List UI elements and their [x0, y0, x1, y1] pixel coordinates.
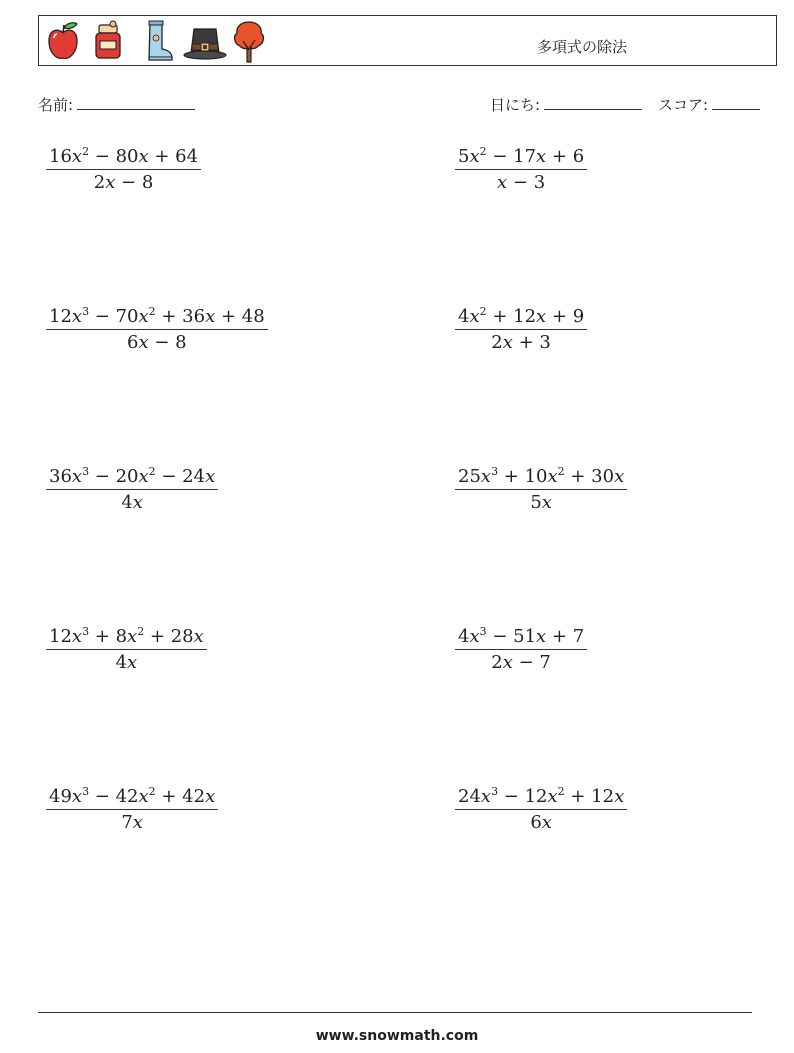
numerator: $12x^3 + 8x^2 + 28x$: [49, 625, 204, 647]
problem-5: [46, 466, 218, 513]
denominator: 2x + 3: [455, 329, 587, 353]
autumn-tree-icon: [231, 19, 267, 63]
rain-boot-icon: [141, 19, 175, 63]
jam-jar-icon: [91, 19, 125, 63]
denominator: x − 3: [455, 169, 587, 193]
fraction: [455, 466, 627, 513]
fraction: [455, 786, 627, 833]
apple-icon: [45, 19, 81, 63]
problem-8: [455, 626, 587, 673]
problem-7: [46, 626, 207, 673]
problem-3: [46, 306, 268, 353]
score-blank-line[interactable]: [712, 95, 760, 110]
fraction: [46, 786, 218, 833]
numerator: $16x^2 - 80x + 64$: [49, 145, 199, 167]
name-blank-line[interactable]: [77, 95, 195, 110]
date-label: 日にち:: [490, 96, 541, 114]
denominator: 6x: [455, 809, 627, 833]
numerator: $4x^2 + 12x + 9$: [458, 305, 585, 327]
pilgrim-hat-icon: [183, 19, 227, 63]
numerator: $36x^3 - 20x^2 - 24x$: [49, 465, 216, 487]
date-blank-line[interactable]: [544, 95, 642, 110]
numerator: $49x^3 - 42x^2 + 42x$: [49, 785, 216, 807]
problem-2: [455, 146, 587, 193]
fraction: [455, 146, 587, 193]
denominator: 4x: [46, 649, 207, 673]
numerator: $12x^3 - 70x^2 + 36x + 48$: [49, 305, 265, 327]
denominator: 7x: [46, 809, 218, 833]
problem-9: [46, 786, 218, 833]
score-field: [658, 94, 760, 115]
denominator: 4x: [46, 489, 218, 513]
worksheet-title: 多項式の除法: [537, 38, 628, 56]
problem-6: [455, 466, 627, 513]
fraction: [455, 626, 587, 673]
fraction: [46, 626, 207, 673]
footer-url: www.snowmath.com: [315, 1028, 479, 1044]
fraction: [46, 146, 201, 193]
fraction: [46, 466, 218, 513]
date-field: [490, 94, 642, 115]
denominator: 6x − 8: [46, 329, 268, 353]
numerator: $5x^2 - 17x + 6$: [458, 145, 585, 167]
denominator: 5x: [455, 489, 627, 513]
problem-1: [46, 146, 201, 193]
footer-divider: [38, 1012, 752, 1013]
fraction: [455, 306, 587, 353]
name-field: [38, 94, 195, 115]
problem-10: [455, 786, 627, 833]
score-label: スコア:: [658, 96, 709, 114]
numerator: $24x^3 - 12x^2 + 12x$: [458, 785, 625, 807]
denominator: 2x − 8: [46, 169, 201, 193]
name-label: 名前:: [38, 96, 74, 114]
numerator: $4x^3 - 51x + 7$: [458, 625, 585, 647]
worksheet-header: [38, 15, 777, 66]
numerator: $25x^3 + 10x^2 + 30x$: [458, 465, 625, 487]
problem-4: [455, 306, 587, 353]
fraction: [46, 306, 268, 353]
denominator: 2x − 7: [455, 649, 587, 673]
